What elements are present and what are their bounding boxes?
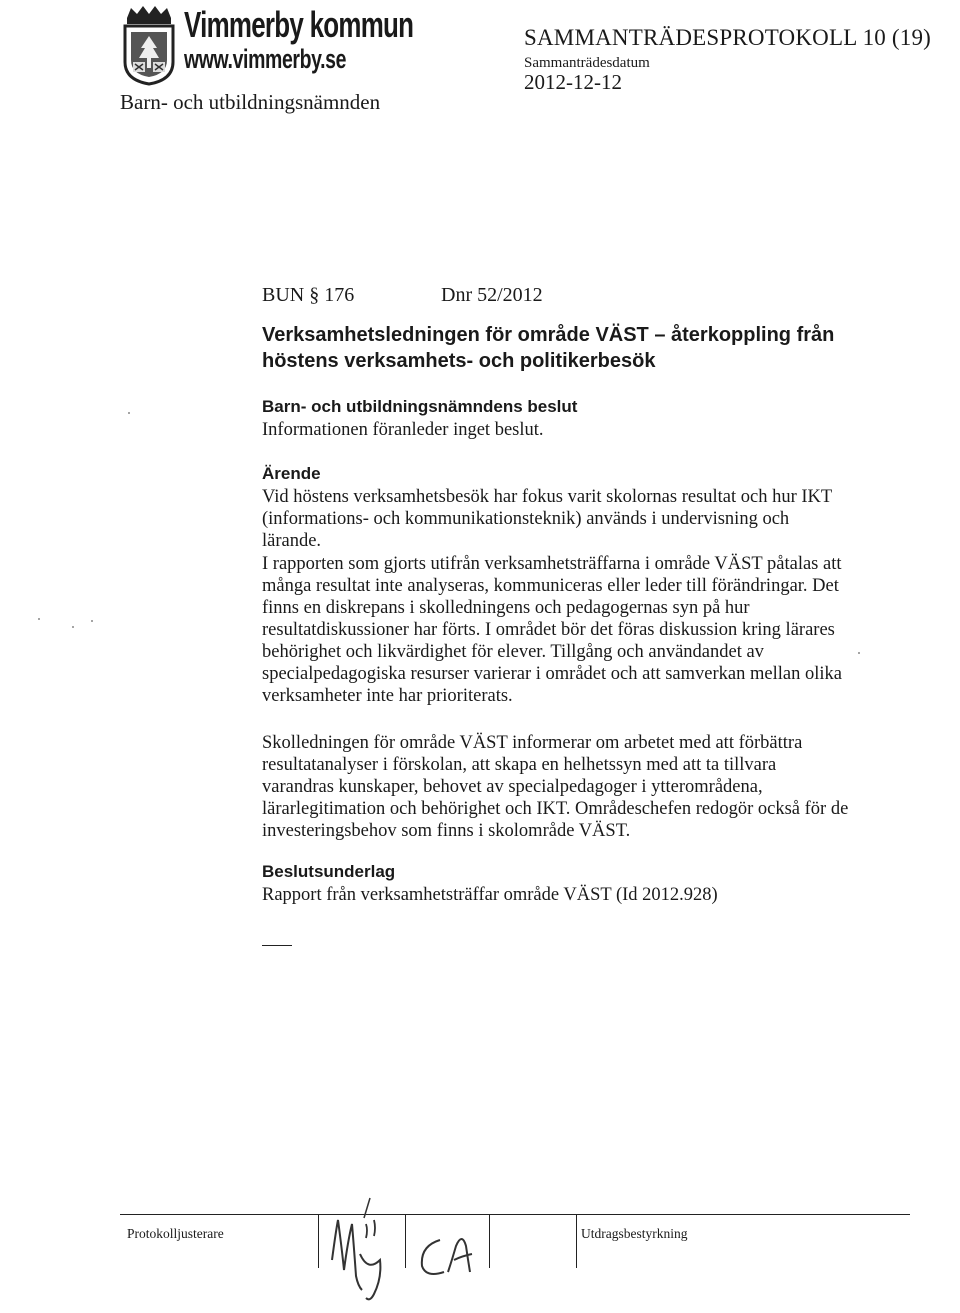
matter-paragraph-2: I rapporten som gjorts utifrån verksamhetsträffarna i område VÄST påtalas att många resultat inte analyseras, kommuniceras eller leder till förändringar. Det finns en diskrepans i skolledningens och pedagogernas syn på hur resultatdiskussioner har förts. I området bör det föras diskussion kring lärares behörighet och likvärdighet för elever. Tillgång och användandet av specialpedagogiska resurser varierar i området och att samverkan mellan olika verksamheter inte har prioriterats. [262, 554, 842, 706]
adjuster-label: Protokolljusterare [127, 1226, 224, 1241]
decision-heading: Barn- och utbildningsnämndens beslut [262, 397, 578, 416]
signature-box-divider [405, 1214, 406, 1268]
signature-initials-2 [410, 1190, 490, 1285]
case-title: Verksamhetsledningen för område VÄST – återkoppling från höstens verksamhets- och politikerbesök [262, 324, 835, 372]
footer-rule [120, 1214, 910, 1215]
meeting-date-label: Sammanträdesdatum [524, 55, 650, 71]
organization-name: Barn- och utbildningsnämnden [120, 90, 381, 114]
signature-initials-1 [322, 1190, 402, 1313]
coat-of-arms-logo [119, 4, 179, 86]
section-divider [262, 945, 292, 946]
scan-speck [91, 620, 93, 622]
scan-speck [858, 652, 860, 654]
decision-basis-heading: Beslutsunderlag [262, 862, 396, 881]
coat-of-arms-icon [119, 4, 179, 86]
brand-name: Vimmerby kommun [184, 4, 414, 45]
case-reference: BUN § 176 [262, 284, 355, 306]
signature-box-divider [576, 1214, 577, 1268]
matter-paragraph-3: Skolledningen för område VÄST informerar om arbetet med att förbättra resultatanalyser i förskolan, att skapa en helhetssyn med att ta tillvara varandras kunskaper, behovet av specialpedagoger i ytterområdena, lärarlegitimation och behörighet och IKT. Områdeschefen redogör också för de investeringsbehov som finns i skolområde VÄST. [262, 733, 849, 841]
scan-speck [72, 626, 74, 628]
case-registration-number: Dnr 52/2012 [441, 284, 543, 306]
matter-heading: Ärende [262, 464, 321, 483]
decision-text: Informationen föranleder inget beslut. [262, 420, 544, 440]
scan-speck [128, 412, 130, 414]
brand-url[interactable]: www.vimmerby.se [184, 44, 347, 74]
signature-box-divider [318, 1214, 319, 1268]
scan-speck [38, 618, 40, 620]
document-type: SAMMANTRÄDESPROTOKOLL 10 (19) [524, 25, 932, 50]
meeting-date: 2012-12-12 [524, 70, 622, 94]
decision-basis-text: Rapport från verksamhetsträffar område VÄST (Id 2012.928) [262, 885, 718, 905]
matter-paragraph-1: Vid höstens verksamhetsbesök har fokus varit skolornas resultat och hur IKT (informations- och kommunikationsteknik) används i undervisning och lärande. [262, 487, 832, 551]
extract-certification-label: Utdragsbestyrkning [581, 1226, 688, 1241]
